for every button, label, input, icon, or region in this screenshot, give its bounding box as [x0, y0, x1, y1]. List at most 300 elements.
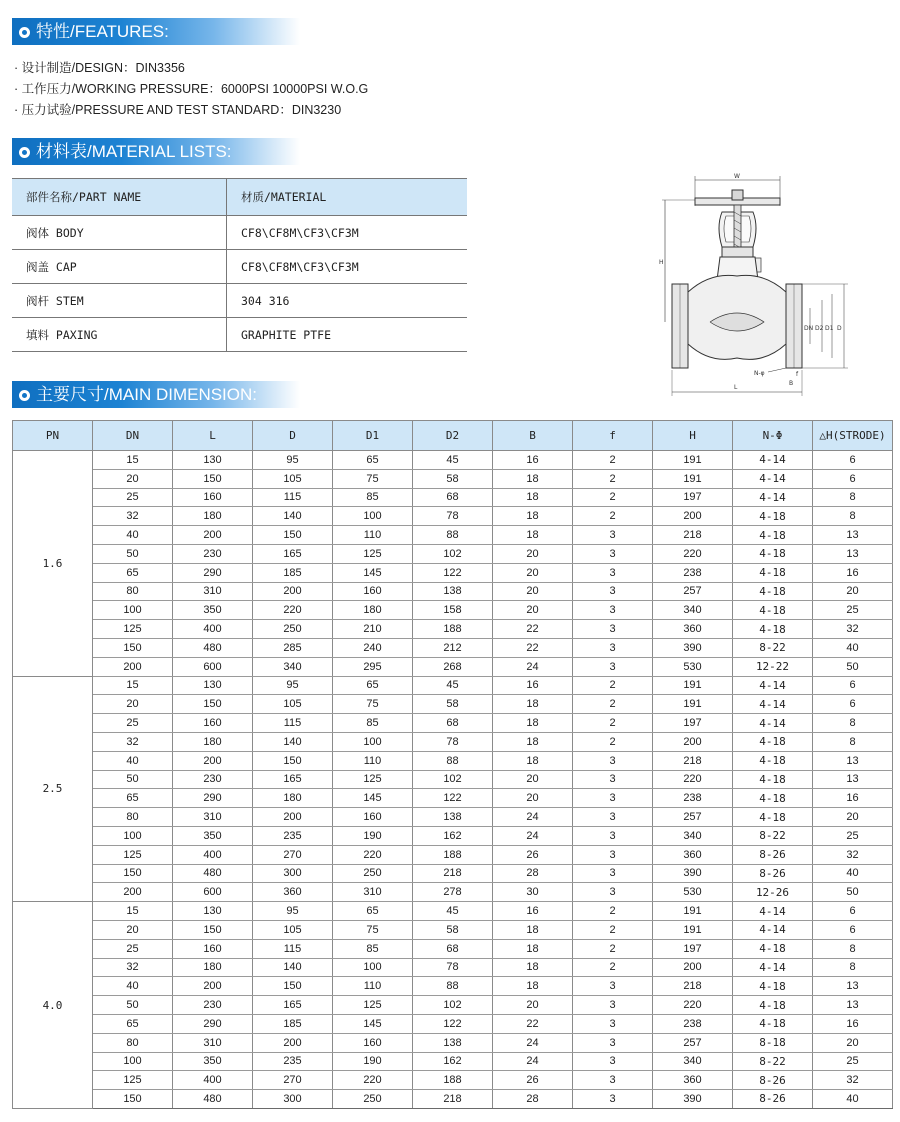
dimension-cell: 16: [493, 902, 573, 921]
dimension-cell: 105: [253, 695, 333, 714]
dimension-cell: 400: [173, 845, 253, 864]
dimension-cell: 3: [573, 1014, 653, 1033]
table-row: [13, 1033, 893, 1052]
table-row: [13, 996, 893, 1015]
dimension-cell: 160: [333, 582, 413, 601]
dimension-cell: 16: [813, 1014, 893, 1033]
dimension-column-header: D2: [413, 421, 493, 451]
dimension-body: [13, 451, 893, 1109]
dimension-cell: 3: [573, 751, 653, 770]
dimensions-heading: [12, 381, 300, 408]
dimension-cell: 180: [333, 601, 413, 620]
dimension-cell: 257: [653, 582, 733, 601]
dimension-cell: 220: [653, 544, 733, 563]
dimension-cell: 140: [253, 732, 333, 751]
dimension-cell: 110: [333, 526, 413, 545]
dimension-cell: 3: [573, 883, 653, 902]
dimension-cell: 165: [253, 770, 333, 789]
dimension-cell: 158: [413, 601, 493, 620]
dimension-cell: 20: [813, 808, 893, 827]
dimension-cell: 218: [653, 751, 733, 770]
dimension-cell: 3: [573, 657, 653, 676]
pn-group-cell: 2.5: [13, 676, 93, 902]
dimension-cell: 350: [173, 826, 253, 845]
dimension-cell: 160: [173, 714, 253, 733]
dimension-cell: 162: [413, 826, 493, 845]
dimension-cell: 600: [173, 883, 253, 902]
feature-item: · 设计制造/DESIGN：DIN3356: [14, 61, 185, 75]
dimension-cell: 200: [653, 958, 733, 977]
dimension-cell: 16: [813, 789, 893, 808]
dimension-cell: 30: [493, 883, 573, 902]
dimension-cell: 122: [413, 1014, 493, 1033]
dimension-cell: 2: [573, 507, 653, 526]
dimension-cell: 13: [813, 996, 893, 1015]
table-row: [13, 770, 893, 789]
dimension-column-header: D: [253, 421, 333, 451]
table-row: [13, 469, 893, 488]
dimension-cell: 115: [253, 488, 333, 507]
dimension-column-header: △H(STRODE): [813, 421, 893, 451]
dimension-cell: 191: [653, 920, 733, 939]
dimension-cell: 162: [413, 1052, 493, 1071]
dim-label-d2: D2: [815, 325, 824, 332]
dimension-cell: 200: [173, 751, 253, 770]
dimension-cell: 480: [173, 1090, 253, 1109]
dimension-cell: 50: [93, 996, 173, 1015]
features-heading: [12, 18, 300, 45]
dimension-cell: 150: [253, 751, 333, 770]
dimension-cell: 18: [493, 507, 573, 526]
dimension-cell: 130: [173, 676, 253, 695]
dimension-cell: 13: [813, 770, 893, 789]
dimension-cell: 400: [173, 620, 253, 639]
dimension-cell: 4-14: [733, 714, 813, 733]
dimension-cell: 4-18: [733, 732, 813, 751]
dimension-cell: 102: [413, 544, 493, 563]
dimension-cell: 18: [493, 958, 573, 977]
dimension-cell: 390: [653, 638, 733, 657]
dimension-cell: 185: [253, 563, 333, 582]
dimension-cell: 150: [253, 977, 333, 996]
dimension-cell: 150: [173, 695, 253, 714]
dimension-cell: 6: [813, 676, 893, 695]
dimension-cell: 105: [253, 469, 333, 488]
dimension-cell: 200: [173, 526, 253, 545]
material-header-part: 部件名称/PART NAME: [12, 179, 227, 216]
dim-label-dn: DN: [804, 325, 814, 332]
dim-label-n-phi: N-φ: [754, 370, 765, 377]
dimension-cell: 3: [573, 808, 653, 827]
dimension-cell: 2: [573, 902, 653, 921]
dimension-column-header: PN: [13, 421, 93, 451]
dimension-cell: 160: [333, 808, 413, 827]
dimension-cell: 20: [493, 563, 573, 582]
material-part: 阀盖 CAP: [12, 250, 227, 284]
dimension-cell: 4-14: [733, 902, 813, 921]
dimension-cell: 68: [413, 714, 493, 733]
dimension-cell: 40: [813, 638, 893, 657]
dimension-cell: 4-14: [733, 488, 813, 507]
material-value: CF8\CF8M\CF3\CF3M: [227, 216, 468, 250]
dimension-cell: 26: [493, 845, 573, 864]
dimension-cell: 25: [93, 488, 173, 507]
dimension-cell: 180: [253, 789, 333, 808]
dimension-cell: 257: [653, 1033, 733, 1052]
dimension-cell: 480: [173, 864, 253, 883]
material-value: 304 316: [227, 284, 468, 318]
dimension-cell: 197: [653, 714, 733, 733]
dimension-cell: 85: [333, 939, 413, 958]
dimension-cell: 3: [573, 845, 653, 864]
dimension-cell: 190: [333, 826, 413, 845]
dimension-cell: 25: [813, 601, 893, 620]
dimension-cell: 32: [93, 958, 173, 977]
dimension-cell: 4-14: [733, 451, 813, 470]
dimension-cell: 45: [413, 451, 493, 470]
dimension-cell: 18: [493, 920, 573, 939]
dimension-column-header: DN: [93, 421, 173, 451]
dimension-cell: 50: [813, 883, 893, 902]
dimension-cell: 270: [253, 845, 333, 864]
dimension-cell: 2: [573, 939, 653, 958]
dimension-cell: 8: [813, 958, 893, 977]
dimension-cell: 300: [253, 1090, 333, 1109]
table-row: [13, 563, 893, 582]
dimension-cell: 78: [413, 507, 493, 526]
dimension-cell: 8: [813, 939, 893, 958]
dimension-cell: 25: [93, 714, 173, 733]
dimension-cell: 58: [413, 469, 493, 488]
table-row: [13, 789, 893, 808]
dimension-cell: 218: [653, 977, 733, 996]
dimension-cell: 138: [413, 582, 493, 601]
dimension-cell: 22: [493, 638, 573, 657]
dimension-cell: 24: [493, 657, 573, 676]
dim-label-f: f: [796, 371, 799, 378]
dimension-cell: 238: [653, 789, 733, 808]
dimension-cell: 257: [653, 808, 733, 827]
dimension-cell: 75: [333, 469, 413, 488]
dimension-cell: 295: [333, 657, 413, 676]
dimension-cell: 2: [573, 958, 653, 977]
table-row: [13, 808, 893, 827]
dimension-cell: 40: [93, 751, 173, 770]
dimension-cell: 390: [653, 1090, 733, 1109]
dimension-cell: 32: [813, 1071, 893, 1090]
dimension-cell: 138: [413, 808, 493, 827]
dimension-cell: 22: [493, 620, 573, 639]
dimension-cell: 75: [333, 695, 413, 714]
dimension-cell: 45: [413, 676, 493, 695]
dimension-cell: 65: [93, 789, 173, 808]
table-row: [13, 657, 893, 676]
dimension-cell: 278: [413, 883, 493, 902]
dimension-cell: 4-18: [733, 582, 813, 601]
dimension-header-row: [13, 421, 893, 451]
dim-label-d: D: [837, 325, 842, 332]
dimension-cell: 150: [173, 920, 253, 939]
dimension-cell: 140: [253, 958, 333, 977]
table-row: [13, 544, 893, 563]
dimension-cell: 100: [93, 1052, 173, 1071]
table-row: [13, 939, 893, 958]
table-row: [13, 902, 893, 921]
dimension-cell: 160: [333, 1033, 413, 1052]
dimension-cell: 16: [493, 451, 573, 470]
dimension-cell: 4-18: [733, 526, 813, 545]
dimension-cell: 24: [493, 1052, 573, 1071]
dimension-cell: 200: [253, 1033, 333, 1052]
dimension-cell: 4-14: [733, 920, 813, 939]
dimension-cell: 4-18: [733, 620, 813, 639]
dimension-cell: 45: [413, 902, 493, 921]
dimension-cell: 100: [93, 601, 173, 620]
dimension-cell: 130: [173, 902, 253, 921]
dimension-cell: 197: [653, 488, 733, 507]
dimension-cell: 65: [93, 1014, 173, 1033]
dimension-cell: 200: [93, 883, 173, 902]
dimension-cell: 220: [333, 845, 413, 864]
dimension-cell: 4-18: [733, 789, 813, 808]
dimension-cell: 20: [493, 601, 573, 620]
dimension-cell: 220: [653, 996, 733, 1015]
dimension-column-header: f: [573, 421, 653, 451]
dim-label-l: L: [734, 384, 738, 391]
dimension-cell: 20: [493, 582, 573, 601]
table-row: [13, 1090, 893, 1109]
dimension-cell: 390: [653, 864, 733, 883]
dimension-cell: 191: [653, 676, 733, 695]
dimension-cell: 4-18: [733, 996, 813, 1015]
dimension-cell: 350: [173, 1052, 253, 1071]
dimension-cell: 18: [493, 977, 573, 996]
dimension-cell: 13: [813, 544, 893, 563]
dimension-cell: 8-22: [733, 638, 813, 657]
dimension-cell: 230: [173, 770, 253, 789]
dimension-cell: 200: [653, 732, 733, 751]
dimension-cell: 8-18: [733, 1033, 813, 1052]
dimension-cell: 122: [413, 789, 493, 808]
dimension-cell: 200: [653, 507, 733, 526]
dimension-cell: 218: [653, 526, 733, 545]
material-header-material: 材质/MATERIAL: [227, 179, 468, 216]
table-row: [13, 451, 893, 470]
dimension-cell: 95: [253, 676, 333, 695]
dimension-cell: 18: [493, 488, 573, 507]
dimension-cell: 340: [653, 826, 733, 845]
table-row: [13, 676, 893, 695]
dimension-cell: 250: [253, 620, 333, 639]
material-row: [12, 284, 467, 318]
table-row: [13, 620, 893, 639]
dimension-cell: 125: [93, 1071, 173, 1090]
material-value: GRAPHITE PTFE: [227, 318, 468, 352]
dimension-cell: 8: [813, 488, 893, 507]
dimension-cell: 290: [173, 789, 253, 808]
dimension-cell: 400: [173, 1071, 253, 1090]
dimension-cell: 340: [653, 601, 733, 620]
dimension-cell: 20: [493, 789, 573, 808]
dimension-cell: 18: [493, 714, 573, 733]
table-row: [13, 638, 893, 657]
dimension-cell: 218: [413, 1090, 493, 1109]
dimension-cell: 268: [413, 657, 493, 676]
table-row: [13, 1071, 893, 1090]
dimension-cell: 235: [253, 826, 333, 845]
dimension-cell: 65: [333, 902, 413, 921]
table-row: [13, 526, 893, 545]
dimension-cell: 125: [93, 845, 173, 864]
dimension-cell: 3: [573, 770, 653, 789]
dimension-cell: 100: [333, 958, 413, 977]
dimension-cell: 20: [493, 996, 573, 1015]
dimension-cell: 100: [333, 732, 413, 751]
dimension-cell: 235: [253, 1052, 333, 1071]
dimension-cell: 110: [333, 751, 413, 770]
dimension-cell: 250: [333, 1090, 413, 1109]
dimension-table: [12, 420, 893, 1109]
dimension-cell: 3: [573, 563, 653, 582]
material-row: [12, 318, 467, 352]
dimension-cell: 3: [573, 582, 653, 601]
dimension-cell: 3: [573, 526, 653, 545]
material-table: [12, 178, 467, 352]
dimension-cell: 238: [653, 1014, 733, 1033]
material-value: CF8\CF8M\CF3\CF3M: [227, 250, 468, 284]
table-row: [13, 920, 893, 939]
dimension-cell: 238: [653, 563, 733, 582]
material-row: [12, 216, 467, 250]
dimension-cell: 3: [573, 1071, 653, 1090]
material-header-row: [12, 179, 467, 216]
dimension-cell: 160: [173, 939, 253, 958]
dimension-cell: 310: [173, 1033, 253, 1052]
dimension-cell: 50: [93, 544, 173, 563]
dimension-cell: 200: [173, 977, 253, 996]
dimension-cell: 12-26: [733, 883, 813, 902]
dimension-cell: 290: [173, 563, 253, 582]
dimension-cell: 13: [813, 977, 893, 996]
dimension-cell: 4-14: [733, 695, 813, 714]
dimension-cell: 145: [333, 563, 413, 582]
dimension-cell: 50: [813, 657, 893, 676]
dimension-cell: 18: [493, 751, 573, 770]
dimension-cell: 8-22: [733, 826, 813, 845]
dimension-cell: 122: [413, 563, 493, 582]
heading-bullet-icon: [19, 27, 30, 38]
dimension-cell: 115: [253, 939, 333, 958]
dimension-cell: 4-14: [733, 469, 813, 488]
table-row: [13, 883, 893, 902]
features-heading-text: 特性/FEATURES:: [36, 22, 169, 41]
table-row: [13, 732, 893, 751]
dimension-cell: 3: [573, 620, 653, 639]
dimension-cell: 68: [413, 488, 493, 507]
dimension-cell: 25: [813, 826, 893, 845]
dimension-cell: 24: [493, 808, 573, 827]
dimension-cell: 22: [493, 1014, 573, 1033]
table-row: [13, 958, 893, 977]
dimension-cell: 8-26: [733, 1090, 813, 1109]
pn-group-cell: 1.6: [13, 451, 93, 677]
table-row: [13, 488, 893, 507]
dimension-cell: 270: [253, 1071, 333, 1090]
material-row: [12, 250, 467, 284]
materials-heading: [12, 138, 300, 165]
dimension-cell: 40: [93, 526, 173, 545]
dimension-cell: 58: [413, 920, 493, 939]
dimension-cell: 150: [93, 1090, 173, 1109]
dimension-cell: 115: [253, 714, 333, 733]
dimension-cell: 130: [173, 451, 253, 470]
dimension-cell: 88: [413, 977, 493, 996]
dimension-cell: 188: [413, 845, 493, 864]
dimension-cell: 24: [493, 1033, 573, 1052]
dimension-cell: 310: [173, 582, 253, 601]
dimension-cell: 18: [493, 526, 573, 545]
dimension-cell: 2: [573, 714, 653, 733]
dimension-cell: 4-14: [733, 958, 813, 977]
feature-item: · 压力试验/PRESSURE AND TEST STANDARD：DIN3230: [14, 103, 342, 117]
valve-drawing: [650, 172, 870, 397]
dimension-cell: 125: [333, 544, 413, 563]
dimension-cell: 185: [253, 1014, 333, 1033]
dimension-cell: 88: [413, 751, 493, 770]
dimension-cell: 40: [813, 864, 893, 883]
dimension-cell: 3: [573, 864, 653, 883]
dimension-cell: 4-18: [733, 751, 813, 770]
dimension-cell: 180: [173, 732, 253, 751]
dimension-cell: 4-18: [733, 563, 813, 582]
dimension-cell: 88: [413, 526, 493, 545]
dim-label-h: H: [659, 259, 664, 266]
dimension-cell: 8-26: [733, 864, 813, 883]
dimension-cell: 32: [93, 732, 173, 751]
dimension-cell: 16: [813, 563, 893, 582]
dimension-cell: 68: [413, 939, 493, 958]
dimension-cell: 230: [173, 544, 253, 563]
materials-heading-text: 材料表/MATERIAL LISTS:: [36, 142, 232, 161]
table-row: [13, 1052, 893, 1071]
dimension-cell: 3: [573, 826, 653, 845]
dimension-cell: 200: [93, 657, 173, 676]
dimension-cell: 102: [413, 996, 493, 1015]
dimension-cell: 220: [253, 601, 333, 620]
dimension-cell: 65: [333, 676, 413, 695]
dimension-cell: 75: [333, 920, 413, 939]
dimension-cell: 2: [573, 695, 653, 714]
dimension-cell: 200: [253, 582, 333, 601]
dimension-cell: 188: [413, 1071, 493, 1090]
dimension-cell: 8-26: [733, 1071, 813, 1090]
dimension-cell: 160: [173, 488, 253, 507]
dimension-cell: 4-18: [733, 770, 813, 789]
dimension-cell: 102: [413, 770, 493, 789]
dimension-cell: 188: [413, 620, 493, 639]
dimension-cell: 3: [573, 638, 653, 657]
dimension-cell: 65: [93, 563, 173, 582]
dimension-cell: 58: [413, 695, 493, 714]
dimension-cell: 4-18: [733, 601, 813, 620]
dimension-cell: 165: [253, 544, 333, 563]
dimension-cell: 2: [573, 451, 653, 470]
dimension-cell: 40: [93, 977, 173, 996]
dimension-cell: 3: [573, 789, 653, 808]
dimension-cell: 20: [813, 1033, 893, 1052]
dimension-cell: 2: [573, 469, 653, 488]
dimension-cell: 8: [813, 507, 893, 526]
